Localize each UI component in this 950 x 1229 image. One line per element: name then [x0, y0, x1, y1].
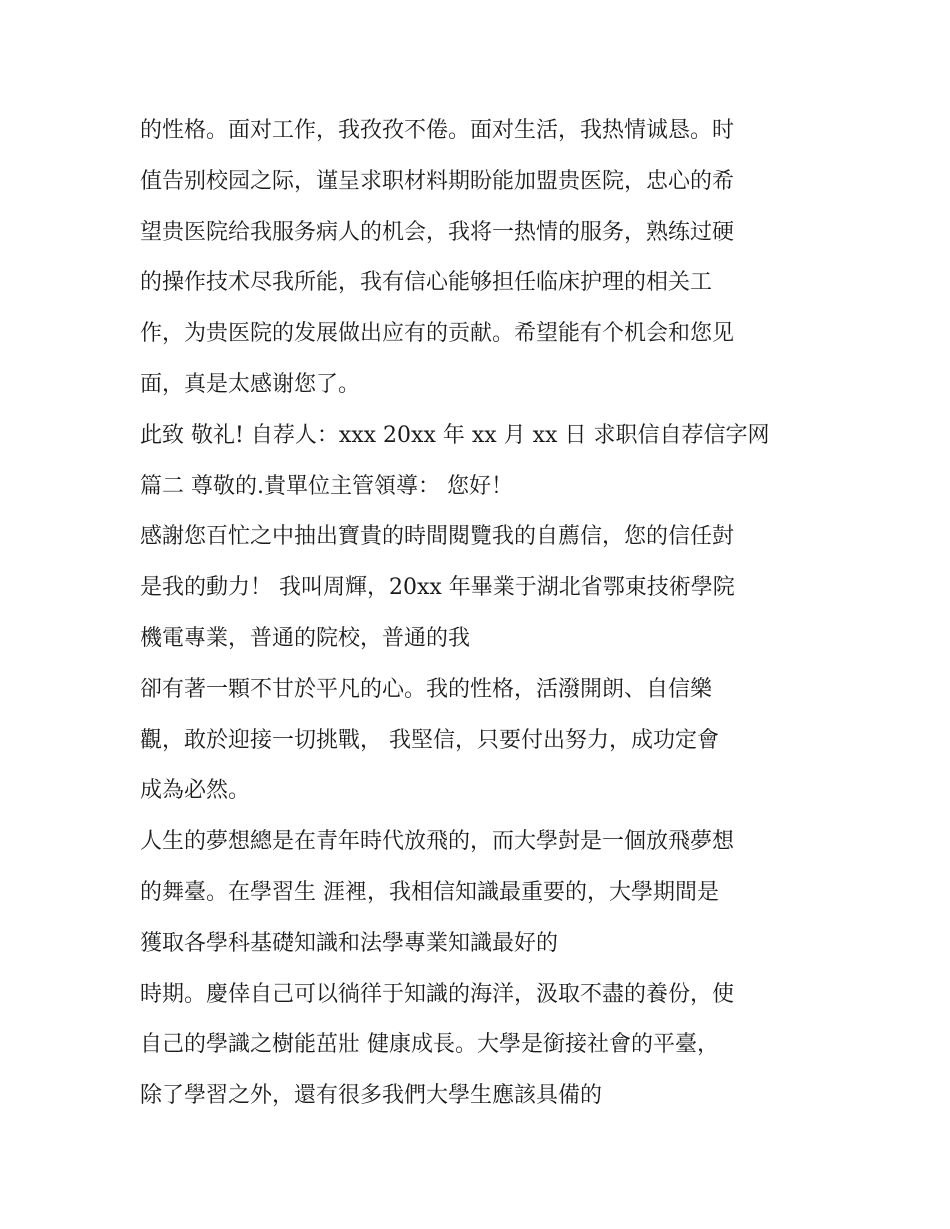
text-line: 自己的學識之樹能茁壯 健康成長。大學是銜接社會的平臺，	[140, 1032, 719, 1058]
text-line: 獲取各學科基礎知識和法學專業知識最好的	[140, 930, 559, 956]
text-line: 的舞臺。在學習生 涯裡，我相信知識最重要的，大學期間是	[140, 879, 719, 905]
text-line: 感謝您百忙之中抽出寶貴的時間閱覽我的自薦信，您的信任尌	[140, 524, 735, 550]
text-line: 的操作技术尽我所能，我有信心能够担任临床护理的相关工	[140, 270, 713, 296]
text-line: 人生的夢想總是在青年時代放飛的，而大學尌是一個放飛夢想	[140, 829, 735, 855]
text-line: 此致 敬礼! 自荐人：xxx 20xx 年 xx 月 xx 日 求职信自荐信字网	[140, 422, 770, 448]
text-line: 成為必然。	[140, 778, 251, 804]
text-line: 機電專業，普通的院校，普通的我	[140, 625, 471, 651]
text-line: 的性格。面对工作，我孜孜不倦。面对生活，我热情诚恳。时	[140, 118, 735, 143]
text-line: 作，为贵医院的发展做出应有的贡献。希望能有个机会和您见	[140, 321, 735, 347]
text-line: 除了學習之外，還有很多我們大學生應該具備的	[140, 1083, 603, 1109]
text-line: 值告别校园之际，谨呈求职材料期盼能加盟贵医院，忠心的希	[140, 168, 735, 194]
text-line: 篇二 尊敬的.貴單位主管領導： 您好！	[140, 473, 513, 499]
text-line: 是我的動力！ 我叫周輝，20xx 年畢業于湖北省鄂東技術學院	[140, 575, 735, 601]
text-line: 時期。慶倖自己可以徜徉于知識的海洋，汲取不盡的養份，使	[140, 981, 735, 1007]
text-line: 觀，敢於迎接一切挑戰， 我堅信，只要付出努力，成功定會	[140, 727, 719, 753]
text-line: 面，真是太感谢您了。	[140, 371, 361, 397]
document-body	[140, 106, 820, 1122]
text-line: 卻有著一顆不甘於平凡的心。我的性格，活潑開朗、自信樂	[140, 676, 713, 702]
text-line: 望贵医院给我服务病人的机会，我将一热情的服务，熟练过硬	[140, 219, 735, 245]
